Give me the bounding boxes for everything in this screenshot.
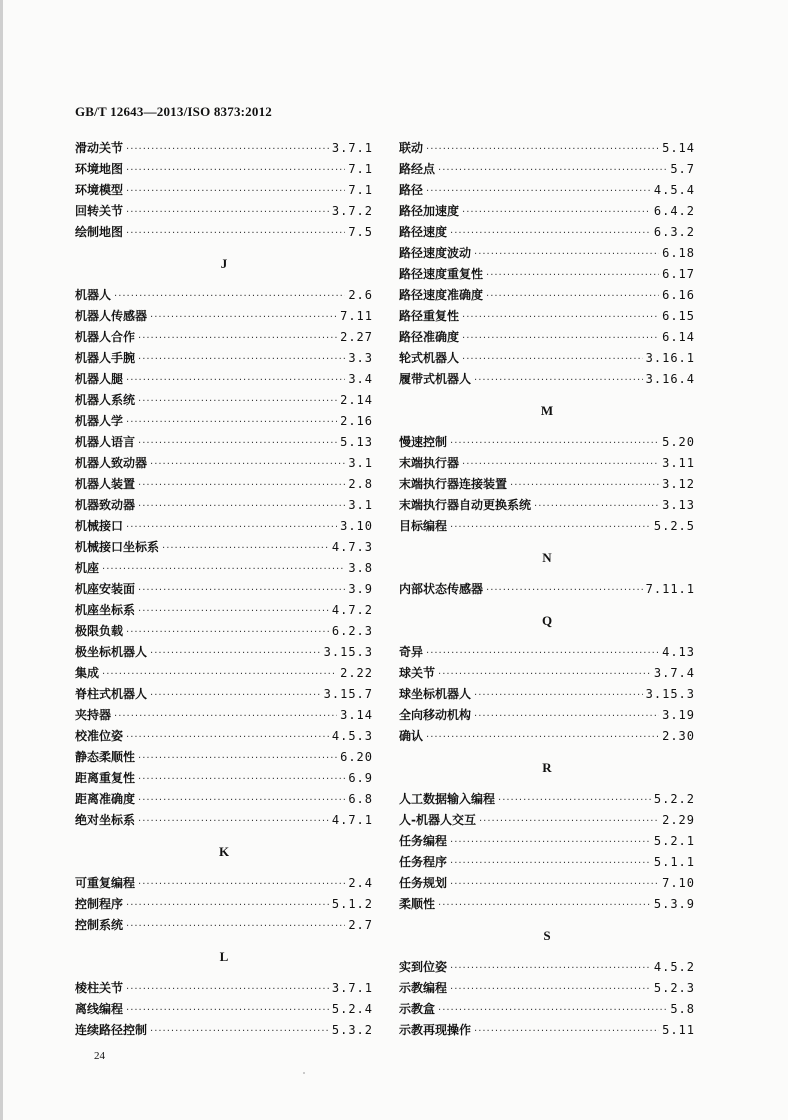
index-ref: 2.4 (348, 876, 373, 890)
index-ref: 6.9 (348, 771, 373, 785)
dot-leader (450, 433, 659, 454)
index-term: 机器人系统 (75, 393, 136, 407)
index-ref: 3.13 (662, 498, 695, 512)
index-entry (399, 180, 695, 201)
index-entry (399, 243, 695, 264)
index-term: 路径重复性 (399, 309, 460, 323)
index-term: 机器致动器 (75, 498, 136, 512)
dot-leader (138, 580, 345, 601)
index-entry (75, 726, 373, 747)
index-entry (399, 999, 695, 1020)
index-ref: 4.7.2 (331, 603, 373, 617)
dot-leader (126, 202, 329, 223)
dot-leader (486, 286, 659, 307)
index-ref: 6.16 (662, 288, 695, 302)
section-letter: Q (541, 613, 553, 628)
index-ref: 3.3 (348, 351, 373, 365)
index-term: 末端执行器自动更换系统 (399, 498, 532, 512)
index-ref: 7.1 (348, 162, 373, 176)
index-term: 确认 (399, 729, 424, 743)
index-ref: 4.5.3 (331, 729, 373, 743)
index-term: 末端执行器 (399, 456, 460, 470)
index-term: 机械接口 (75, 519, 124, 533)
index-entry (75, 390, 373, 411)
index-term: 球关节 (399, 666, 436, 680)
dot-leader (438, 895, 651, 916)
index-ref: 3.15.7 (323, 687, 373, 701)
index-ref: 6.15 (662, 309, 695, 323)
dot-leader (474, 244, 659, 265)
index-ref: 2.8 (348, 477, 373, 491)
index-entry (399, 222, 695, 243)
index-ref: 3.7.2 (331, 204, 373, 218)
dot-leader (126, 1000, 329, 1021)
dot-leader (126, 517, 337, 538)
scan-speck (303, 1072, 305, 1074)
index-term: 路径加速度 (399, 204, 460, 218)
dot-leader (138, 433, 337, 454)
index-term: 人-机器人交互 (399, 813, 476, 827)
index-ref: 4.7.3 (331, 540, 373, 554)
dot-leader (462, 307, 659, 328)
index-ref: 5.1.1 (653, 855, 695, 869)
dot-leader (486, 265, 659, 286)
index-term: 夹持器 (75, 708, 112, 722)
index-term: 机器人语言 (75, 435, 136, 449)
index-term: 机器人腿 (75, 372, 124, 386)
index-ref: 3.8 (348, 561, 373, 575)
index-ref: 3.12 (662, 477, 695, 491)
index-entry (75, 411, 373, 432)
dot-leader (126, 727, 329, 748)
index-term: 履带式机器人 (399, 372, 472, 386)
index-ref: 5.13 (340, 435, 373, 449)
dot-leader (138, 769, 345, 790)
index-entry (399, 474, 695, 495)
dot-leader (474, 706, 659, 727)
index-term: 路径 (399, 183, 424, 197)
section-letter: M (540, 403, 554, 418)
dot-leader (426, 139, 659, 160)
index-entry (75, 327, 373, 348)
index-ref: 5.3.9 (653, 897, 695, 911)
index-entry (75, 978, 373, 999)
index-term: 示教再现操作 (399, 1023, 472, 1037)
index-term: 距离准确度 (75, 792, 136, 806)
index-ref: 3.10 (340, 519, 373, 533)
index-term: 人工数据输入编程 (399, 792, 496, 806)
index-ref: 2.14 (340, 393, 373, 407)
index-ref: 3.1 (348, 456, 373, 470)
index-ref: 5.7 (670, 162, 695, 176)
index-term: 离线编程 (75, 1002, 124, 1016)
index-entry (75, 768, 373, 789)
index-column-left (75, 138, 373, 1041)
dot-leader (126, 916, 345, 937)
index-ref: 3.4 (348, 372, 373, 386)
dot-leader (126, 622, 329, 643)
index-entry (75, 789, 373, 810)
dot-leader (126, 160, 345, 181)
dot-leader (450, 853, 651, 874)
index-entry (399, 810, 695, 831)
index-term: 控制程序 (75, 897, 124, 911)
index-term: 球坐标机器人 (399, 687, 472, 701)
dot-leader (150, 643, 321, 664)
index-ref: 5.14 (662, 141, 695, 155)
dot-leader (138, 748, 337, 769)
index-entry (399, 201, 695, 222)
dot-leader (510, 475, 659, 496)
index-entry (75, 873, 373, 894)
dot-leader (138, 475, 345, 496)
index-ref: 2.6 (348, 288, 373, 302)
index-ref: 3.7.1 (331, 981, 373, 995)
index-entry (75, 747, 373, 768)
index-entry (399, 579, 695, 600)
dot-leader (450, 223, 651, 244)
index-ref: 2.22 (340, 666, 373, 680)
dot-leader (162, 538, 329, 559)
section-letter: S (543, 928, 551, 943)
dot-leader (486, 580, 643, 601)
dot-leader (126, 181, 345, 202)
index-ref: 4.5.2 (653, 960, 695, 974)
index-term: 慢速控制 (399, 435, 448, 449)
index-ref: 3.16.4 (645, 372, 695, 386)
dot-leader (138, 874, 345, 895)
index-term: 路径速度准确度 (399, 288, 484, 302)
index-term: 示教盒 (399, 1002, 436, 1016)
index-entry (399, 138, 695, 159)
dot-leader (126, 979, 329, 1000)
index-ref: 6.2.3 (331, 624, 373, 638)
index-ref: 6.14 (662, 330, 695, 344)
index-ref: 4.7.1 (331, 813, 373, 827)
dot-leader (450, 979, 651, 1000)
dot-leader (114, 286, 345, 307)
index-term: 绘制地图 (75, 225, 124, 239)
dot-leader (114, 706, 337, 727)
index-entry (399, 684, 695, 705)
index-entry (75, 201, 373, 222)
dot-leader (438, 664, 651, 685)
index-term: 机座坐标系 (75, 603, 136, 617)
index-entry (399, 495, 695, 516)
index-entry (75, 621, 373, 642)
index-term: 环境地图 (75, 162, 124, 176)
dot-leader (138, 601, 329, 622)
dot-leader (102, 664, 337, 685)
index-entry (399, 327, 695, 348)
index-ref: 3.14 (340, 708, 373, 722)
index-entry (399, 957, 695, 978)
dot-leader (426, 727, 659, 748)
index-term: 联动 (399, 141, 424, 155)
index-term: 校准位姿 (75, 729, 124, 743)
index-entry (75, 306, 373, 327)
dot-leader (450, 874, 659, 895)
index-ref: 4.13 (662, 645, 695, 659)
dot-leader (462, 202, 651, 223)
dot-leader (462, 454, 659, 475)
index-entry (75, 915, 373, 936)
index-ref: 2.27 (340, 330, 373, 344)
dot-leader (438, 160, 667, 181)
index-term: 连续路径控制 (75, 1023, 148, 1037)
dot-leader (126, 412, 337, 433)
dot-leader (479, 811, 659, 832)
index-entry (75, 600, 373, 621)
dot-leader (138, 790, 345, 811)
index-entry (399, 726, 695, 747)
index-entry (75, 159, 373, 180)
index-term: 机器人装置 (75, 477, 136, 491)
index-entry (399, 264, 695, 285)
index-entry (75, 453, 373, 474)
index-term: 全向移动机构 (399, 708, 472, 722)
index-term: 路经点 (399, 162, 436, 176)
index-entry (399, 432, 695, 453)
page-header: GB/T 12643—2013/ISO 8373:2012 (75, 104, 272, 119)
index-entry (399, 705, 695, 726)
index-entry (399, 306, 695, 327)
dot-leader (150, 685, 321, 706)
index-entry (75, 495, 373, 516)
index-ref: 5.11 (662, 1023, 695, 1037)
index-term: 控制系统 (75, 918, 124, 932)
index-term: 机器人合作 (75, 330, 136, 344)
index-term: 示教编程 (399, 981, 448, 995)
index-ref: 5.2.4 (331, 1002, 373, 1016)
index-term: 环境模型 (75, 183, 124, 197)
index-entry (75, 894, 373, 915)
index-ref: 6.17 (662, 267, 695, 281)
page-edge (0, 0, 3, 1120)
dot-leader (150, 1021, 329, 1042)
index-term: 轮式机器人 (399, 351, 460, 365)
index-ref: 3.11 (662, 456, 695, 470)
section-letter: J (220, 256, 228, 271)
index-term: 脊柱式机器人 (75, 687, 148, 701)
index-term: 可重复编程 (75, 876, 136, 890)
index-ref: 2.16 (340, 414, 373, 428)
dot-leader (462, 349, 643, 370)
index-entry (399, 285, 695, 306)
dot-leader (426, 181, 651, 202)
dot-leader (150, 307, 337, 328)
index-entry (75, 579, 373, 600)
index-ref: 5.3.2 (331, 1023, 373, 1037)
index-term: 任务规划 (399, 876, 448, 890)
index-ref: 6.18 (662, 246, 695, 260)
index-entry (75, 537, 373, 558)
index-term: 路径速度重复性 (399, 267, 484, 281)
index-entry (75, 285, 373, 306)
index-entry (399, 789, 695, 810)
dot-leader (126, 895, 329, 916)
index-ref: 7.1 (348, 183, 373, 197)
index-ref: 2.30 (662, 729, 695, 743)
index-term: 机器人 (75, 288, 112, 302)
index-term: 机座 (75, 561, 100, 575)
index-entry (75, 705, 373, 726)
dot-leader (126, 139, 329, 160)
index-entry (75, 663, 373, 684)
dot-leader (426, 643, 659, 664)
index-column-right (399, 138, 695, 1041)
index-term: 机器人传感器 (75, 309, 148, 323)
section-letter: R (542, 760, 552, 775)
index-term: 棱柱关节 (75, 981, 124, 995)
index-term: 任务程序 (399, 855, 448, 869)
index-term: 滑动关节 (75, 141, 124, 155)
index-ref: 2.7 (348, 918, 373, 932)
index-term: 集成 (75, 666, 100, 680)
index-term: 内部状态传感器 (399, 582, 484, 596)
index-term: 路径速度 (399, 225, 448, 239)
index-entry (75, 516, 373, 537)
index-ref: 7.5 (348, 225, 373, 239)
index-term: 柔顺性 (399, 897, 436, 911)
index-ref: 7.10 (662, 876, 695, 890)
index-entry (75, 684, 373, 705)
dot-leader (462, 328, 659, 349)
section-letter: K (218, 844, 230, 859)
index-entry (399, 348, 695, 369)
index-entry (75, 432, 373, 453)
index-term: 机器人学 (75, 414, 124, 428)
index-ref: 5.2.2 (653, 792, 695, 806)
index-ref: 5.8 (670, 1002, 695, 1016)
index-term: 机座安装面 (75, 582, 136, 596)
index-ref: 3.1 (348, 498, 373, 512)
index-entry (399, 894, 695, 915)
index-term: 静态柔顺性 (75, 750, 136, 764)
index-entry (399, 852, 695, 873)
index-entry (399, 1020, 695, 1041)
index-term: 极限负载 (75, 624, 124, 638)
index-entry (75, 642, 373, 663)
index-entry (75, 1020, 373, 1041)
index-ref: 3.9 (348, 582, 373, 596)
dot-leader (450, 958, 651, 979)
index-ref: 5.2.1 (653, 834, 695, 848)
index-term: 路径准确度 (399, 330, 460, 344)
index-ref: 5.2.3 (653, 981, 695, 995)
index-term: 机器人致动器 (75, 456, 148, 470)
index-entry (399, 453, 695, 474)
index-entry (399, 369, 695, 390)
section-letter: L (219, 949, 229, 964)
index-entry (399, 873, 695, 894)
index-ref: 3.7.1 (331, 141, 373, 155)
dot-leader (102, 559, 345, 580)
dot-leader (126, 370, 345, 391)
dot-leader (438, 1000, 667, 1021)
dot-leader (150, 454, 345, 475)
index-ref: 3.15.3 (645, 687, 695, 701)
index-term: 目标编程 (399, 519, 448, 533)
index-ref: 6.4.2 (653, 204, 695, 218)
index-entry (399, 978, 695, 999)
index-ref: 5.1.2 (331, 897, 373, 911)
dot-leader (534, 496, 659, 517)
index-ref: 2.29 (662, 813, 695, 827)
index-term: 机器人手腕 (75, 351, 136, 365)
index-ref: 3.7.4 (653, 666, 695, 680)
index-ref: 6.20 (340, 750, 373, 764)
dot-leader (450, 517, 651, 538)
index-ref: 6.3.2 (653, 225, 695, 239)
dot-leader (138, 391, 337, 412)
index-entry (399, 831, 695, 852)
index-term: 机械接口坐标系 (75, 540, 160, 554)
index-entry (75, 180, 373, 201)
index-ref: 3.16.1 (645, 351, 695, 365)
index-ref: 6.8 (348, 792, 373, 806)
index-term: 距离重复性 (75, 771, 136, 785)
dot-leader (474, 685, 643, 706)
index-entry (75, 810, 373, 831)
index-ref: 3.19 (662, 708, 695, 722)
section-letter: N (542, 550, 552, 565)
index-ref: 5.2.5 (653, 519, 695, 533)
index-entry (75, 558, 373, 579)
index-entry (399, 642, 695, 663)
index-term: 极坐标机器人 (75, 645, 148, 659)
index-entry (399, 663, 695, 684)
dot-leader (138, 328, 337, 349)
index-ref: 3.15.3 (323, 645, 373, 659)
dot-leader (474, 370, 643, 391)
index-term: 末端执行器连接装置 (399, 477, 508, 491)
dot-leader (126, 223, 345, 244)
index-entry (75, 222, 373, 243)
index-entry (399, 516, 695, 537)
index-term: 回转关节 (75, 204, 124, 218)
index-term: 绝对坐标系 (75, 813, 136, 827)
page-number: 24 (94, 1050, 105, 1062)
index-ref: 7.11.1 (645, 582, 695, 596)
dot-leader (138, 811, 329, 832)
dot-leader (450, 832, 651, 853)
index-entry (75, 369, 373, 390)
index-entry (75, 138, 373, 159)
dot-leader (138, 349, 345, 370)
index-ref: 4.5.4 (653, 183, 695, 197)
dot-leader (498, 790, 651, 811)
index-entry (399, 159, 695, 180)
index-entry (75, 999, 373, 1020)
index-entry (75, 474, 373, 495)
index-term: 路径速度波动 (399, 246, 472, 260)
index-term: 任务编程 (399, 834, 448, 848)
index-entry (75, 348, 373, 369)
index-term: 实到位姿 (399, 960, 448, 974)
dot-leader (474, 1021, 659, 1042)
index-ref: 5.20 (662, 435, 695, 449)
dot-leader (138, 496, 345, 517)
index-term: 奇异 (399, 645, 424, 659)
index-ref: 7.11 (340, 309, 373, 323)
